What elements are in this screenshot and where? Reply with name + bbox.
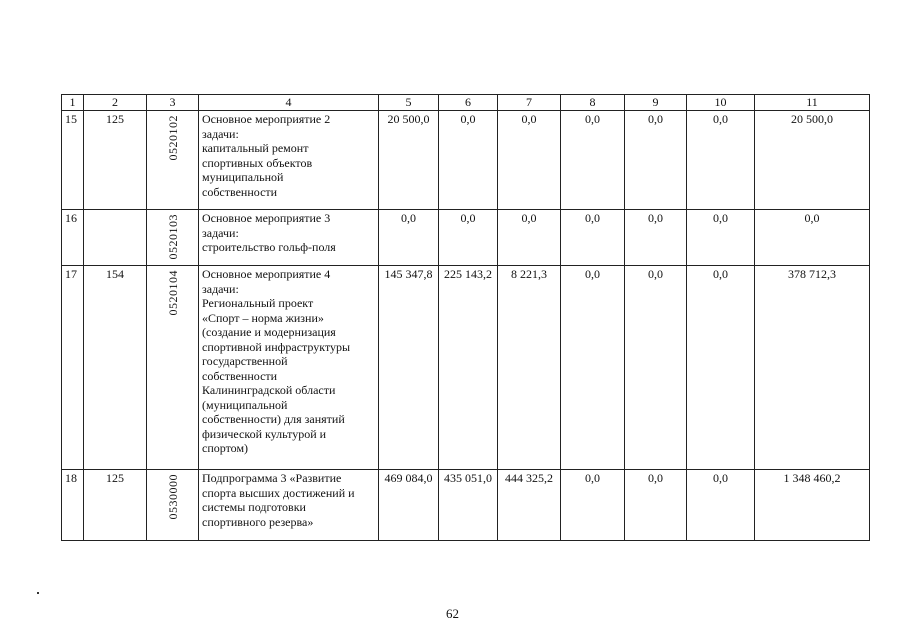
- classification-code: 0520104: [165, 270, 180, 316]
- total-cell: 1 348 460,2: [755, 470, 870, 541]
- total-cell: 378 712,3: [755, 266, 870, 470]
- description-line: задачи:: [202, 225, 239, 240]
- budget-table: [61, 94, 870, 541]
- description-line: собственности: [202, 184, 278, 199]
- value-cell: 225 143,2: [439, 266, 498, 470]
- value-cell: 0,0: [687, 111, 755, 210]
- header-cell: 4: [199, 95, 379, 111]
- description-line: (муниципальной: [202, 397, 288, 412]
- value-cell: 0,0: [625, 210, 687, 266]
- value-cell: 20 500,0: [379, 111, 439, 210]
- description-line: Подпрограмма 3 «Развитие: [202, 471, 342, 485]
- classification-code: 0520103: [165, 214, 180, 260]
- value-cell: 0,0: [687, 210, 755, 266]
- value-cell: 444 325,2: [498, 470, 561, 541]
- description-line: физической культурой и: [202, 426, 327, 441]
- value-cell: 0,0: [498, 111, 561, 210]
- description-line: Основное мероприятие 2: [202, 112, 331, 126]
- row-number: 15: [62, 111, 84, 210]
- total-cell: 0,0: [755, 210, 870, 266]
- page-number: 62: [446, 606, 459, 621]
- value-cell: 0,0: [439, 210, 498, 266]
- description-line: спортивного резерва»: [202, 514, 314, 529]
- header-cell: 3: [147, 95, 199, 111]
- admin-code: 125: [84, 111, 147, 210]
- classification-code-cell: [147, 470, 199, 541]
- table-row: [62, 210, 870, 266]
- value-cell: 0,0: [561, 266, 625, 470]
- header-cell: 1: [62, 95, 84, 111]
- value-cell: 0,0: [439, 111, 498, 210]
- admin-code: 154: [84, 266, 147, 470]
- description-cell: [199, 470, 379, 541]
- description-line: Основное мероприятие 3: [202, 211, 331, 225]
- classification-code: 0530000: [165, 474, 180, 520]
- description-cell: [199, 210, 379, 266]
- description-line: Региональный проект: [202, 296, 314, 310]
- description-line: спортивных объектов: [202, 155, 313, 170]
- value-cell: 469 084,0: [379, 470, 439, 541]
- header-cell: 9: [625, 95, 687, 111]
- description-line: собственности) для занятий: [202, 412, 345, 426]
- admin-code: 125: [84, 470, 147, 541]
- header-cell: 8: [561, 95, 625, 111]
- classification-code-cell: [147, 210, 199, 266]
- value-cell: 0,0: [498, 210, 561, 266]
- value-cell: 0,0: [561, 470, 625, 541]
- header-cell: 10: [687, 95, 755, 111]
- header-row: [62, 95, 870, 111]
- description-line: собственности: [202, 368, 278, 383]
- description-line: системы подготовки: [202, 500, 306, 514]
- total-cell: 20 500,0: [755, 111, 870, 210]
- header-cell: 7: [498, 95, 561, 111]
- value-cell: 0,0: [561, 111, 625, 210]
- table-row: [62, 470, 870, 541]
- description-line: спортом): [202, 441, 249, 455]
- header-cell: 5: [379, 95, 439, 111]
- value-cell: 0,0: [687, 266, 755, 470]
- classification-code-cell: [147, 266, 199, 470]
- description-line: спортивной инфраструктуры: [202, 339, 351, 354]
- value-cell: 0,0: [561, 210, 625, 266]
- description-cell: [199, 266, 379, 470]
- description-line: «Спорт – норма жизни»: [202, 310, 324, 325]
- classification-code: 0520102: [165, 115, 180, 161]
- value-cell: 145 347,8: [379, 266, 439, 470]
- header-cell: 11: [755, 95, 870, 111]
- value-cell: 0,0: [625, 266, 687, 470]
- description-line: спорта высших достижений и: [202, 485, 355, 500]
- header-cell: 6: [439, 95, 498, 111]
- description-line: задачи:: [202, 281, 239, 296]
- description-line: муниципальной: [202, 170, 284, 184]
- description-line: задачи:: [202, 126, 239, 141]
- description-line: Основное мероприятие 4: [202, 267, 331, 281]
- value-cell: 8 221,3: [498, 266, 561, 470]
- value-cell: 0,0: [379, 210, 439, 266]
- admin-code: [84, 210, 147, 266]
- table-row: [62, 111, 870, 210]
- value-cell: 435 051,0: [439, 470, 498, 541]
- header-cell: 2: [84, 95, 147, 111]
- row-number: 16: [62, 210, 84, 266]
- table-row: [62, 266, 870, 470]
- row-number: 17: [62, 266, 84, 470]
- value-cell: 0,0: [687, 470, 755, 541]
- description-line: (создание и модернизация: [202, 325, 336, 339]
- classification-code-cell: [147, 111, 199, 210]
- description-line: Калининградской области: [202, 383, 336, 397]
- value-cell: 0,0: [625, 111, 687, 210]
- scan-speck: [37, 592, 39, 594]
- description-line: капитальный ремонт: [202, 141, 309, 155]
- description-cell: [199, 111, 379, 210]
- value-cell: 0,0: [625, 470, 687, 541]
- description-line: строительство гольф-поля: [202, 240, 336, 254]
- description-line: государственной: [202, 354, 288, 368]
- row-number: 18: [62, 470, 84, 541]
